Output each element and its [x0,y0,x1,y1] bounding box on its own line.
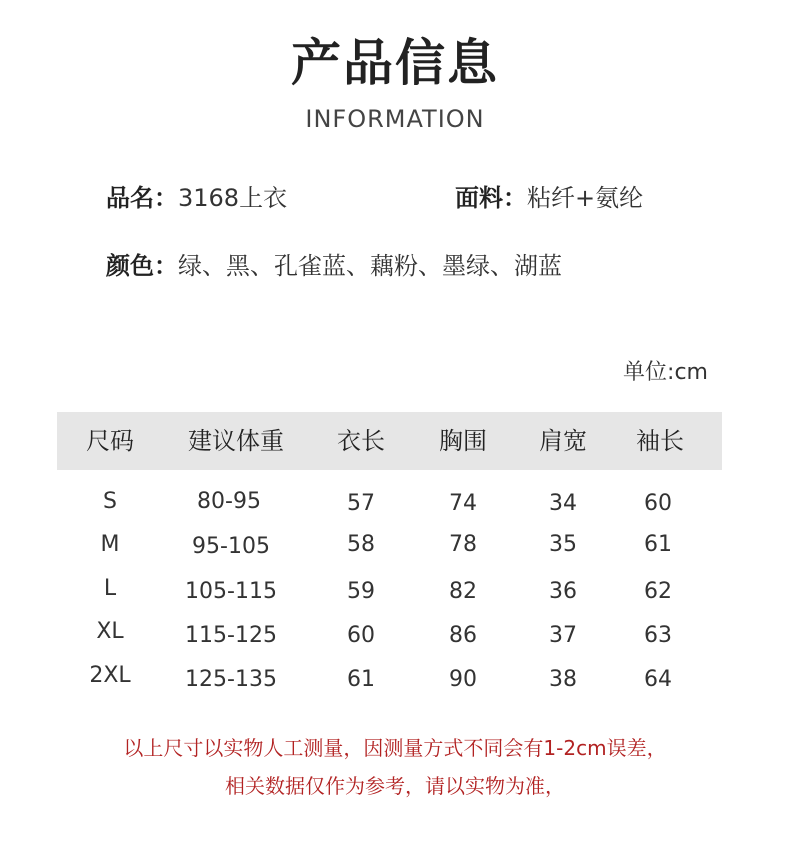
header-length: 衣长 [337,427,385,455]
measurement-note: 以上尺寸以实物人工测量，因测量方式不同会有1-2cm误差， [123,736,667,760]
cell-size: 2XL [89,663,131,688]
header-size: 尺码 [86,427,134,455]
cell-shoulder: 34 [549,491,577,516]
cell-shoulder: 36 [549,579,577,604]
product-name-label: 品名： [106,184,178,212]
cell-weight: 115-125 [185,623,277,648]
cell-size: XL [96,619,124,644]
cell-shoulder: 37 [549,623,577,648]
fabric [455,182,643,214]
fabric-value: 粘纤+氨纶 [527,184,644,212]
cell-size: L [103,576,117,601]
cell-chest: 74 [449,491,477,516]
unit-label: 单位:cm [623,360,708,385]
page-subtitle: INFORMATION [305,105,485,133]
cell-weight: 95-105 [192,534,270,559]
product-name-value: 3168上衣 [178,184,288,212]
page-title: 产品信息 [291,34,499,92]
cell-shoulder: 35 [549,532,577,557]
header-sleeve: 袖长 [636,427,684,455]
cell-chest: 82 [449,579,477,604]
cell-length: 60 [347,623,375,648]
header-weight: 建议体重 [188,427,284,455]
size-table-header [57,412,722,470]
cell-chest: 90 [449,667,477,692]
cell-length: 58 [347,532,375,557]
cell-weight: 105-115 [185,579,277,604]
cell-size: M [100,532,120,557]
product-name [106,182,287,214]
cell-chest: 78 [449,532,477,557]
cell-weight: 80-95 [197,489,261,514]
cell-length: 59 [347,579,375,604]
cell-sleeve: 61 [644,532,672,557]
cell-sleeve: 64 [644,667,672,692]
colors-label: 颜色： [106,252,178,280]
header-shoulder: 肩宽 [539,427,587,455]
cell-size: S [103,489,117,514]
cell-chest: 86 [449,623,477,648]
colors [106,250,562,282]
reference-note: 相关数据仅作为参考，请以实物为准， [225,774,565,798]
colors-value: 绿、黑、孔雀蓝、藕粉、墨绿、湖蓝 [178,252,562,280]
cell-length: 61 [347,667,375,692]
fabric-label: 面料： [455,184,527,212]
cell-sleeve: 60 [644,491,672,516]
cell-sleeve: 62 [644,579,672,604]
header-chest: 胸围 [439,427,487,455]
cell-shoulder: 38 [549,667,577,692]
cell-length: 57 [347,491,375,516]
cell-sleeve: 63 [644,623,672,648]
cell-weight: 125-135 [185,667,277,692]
